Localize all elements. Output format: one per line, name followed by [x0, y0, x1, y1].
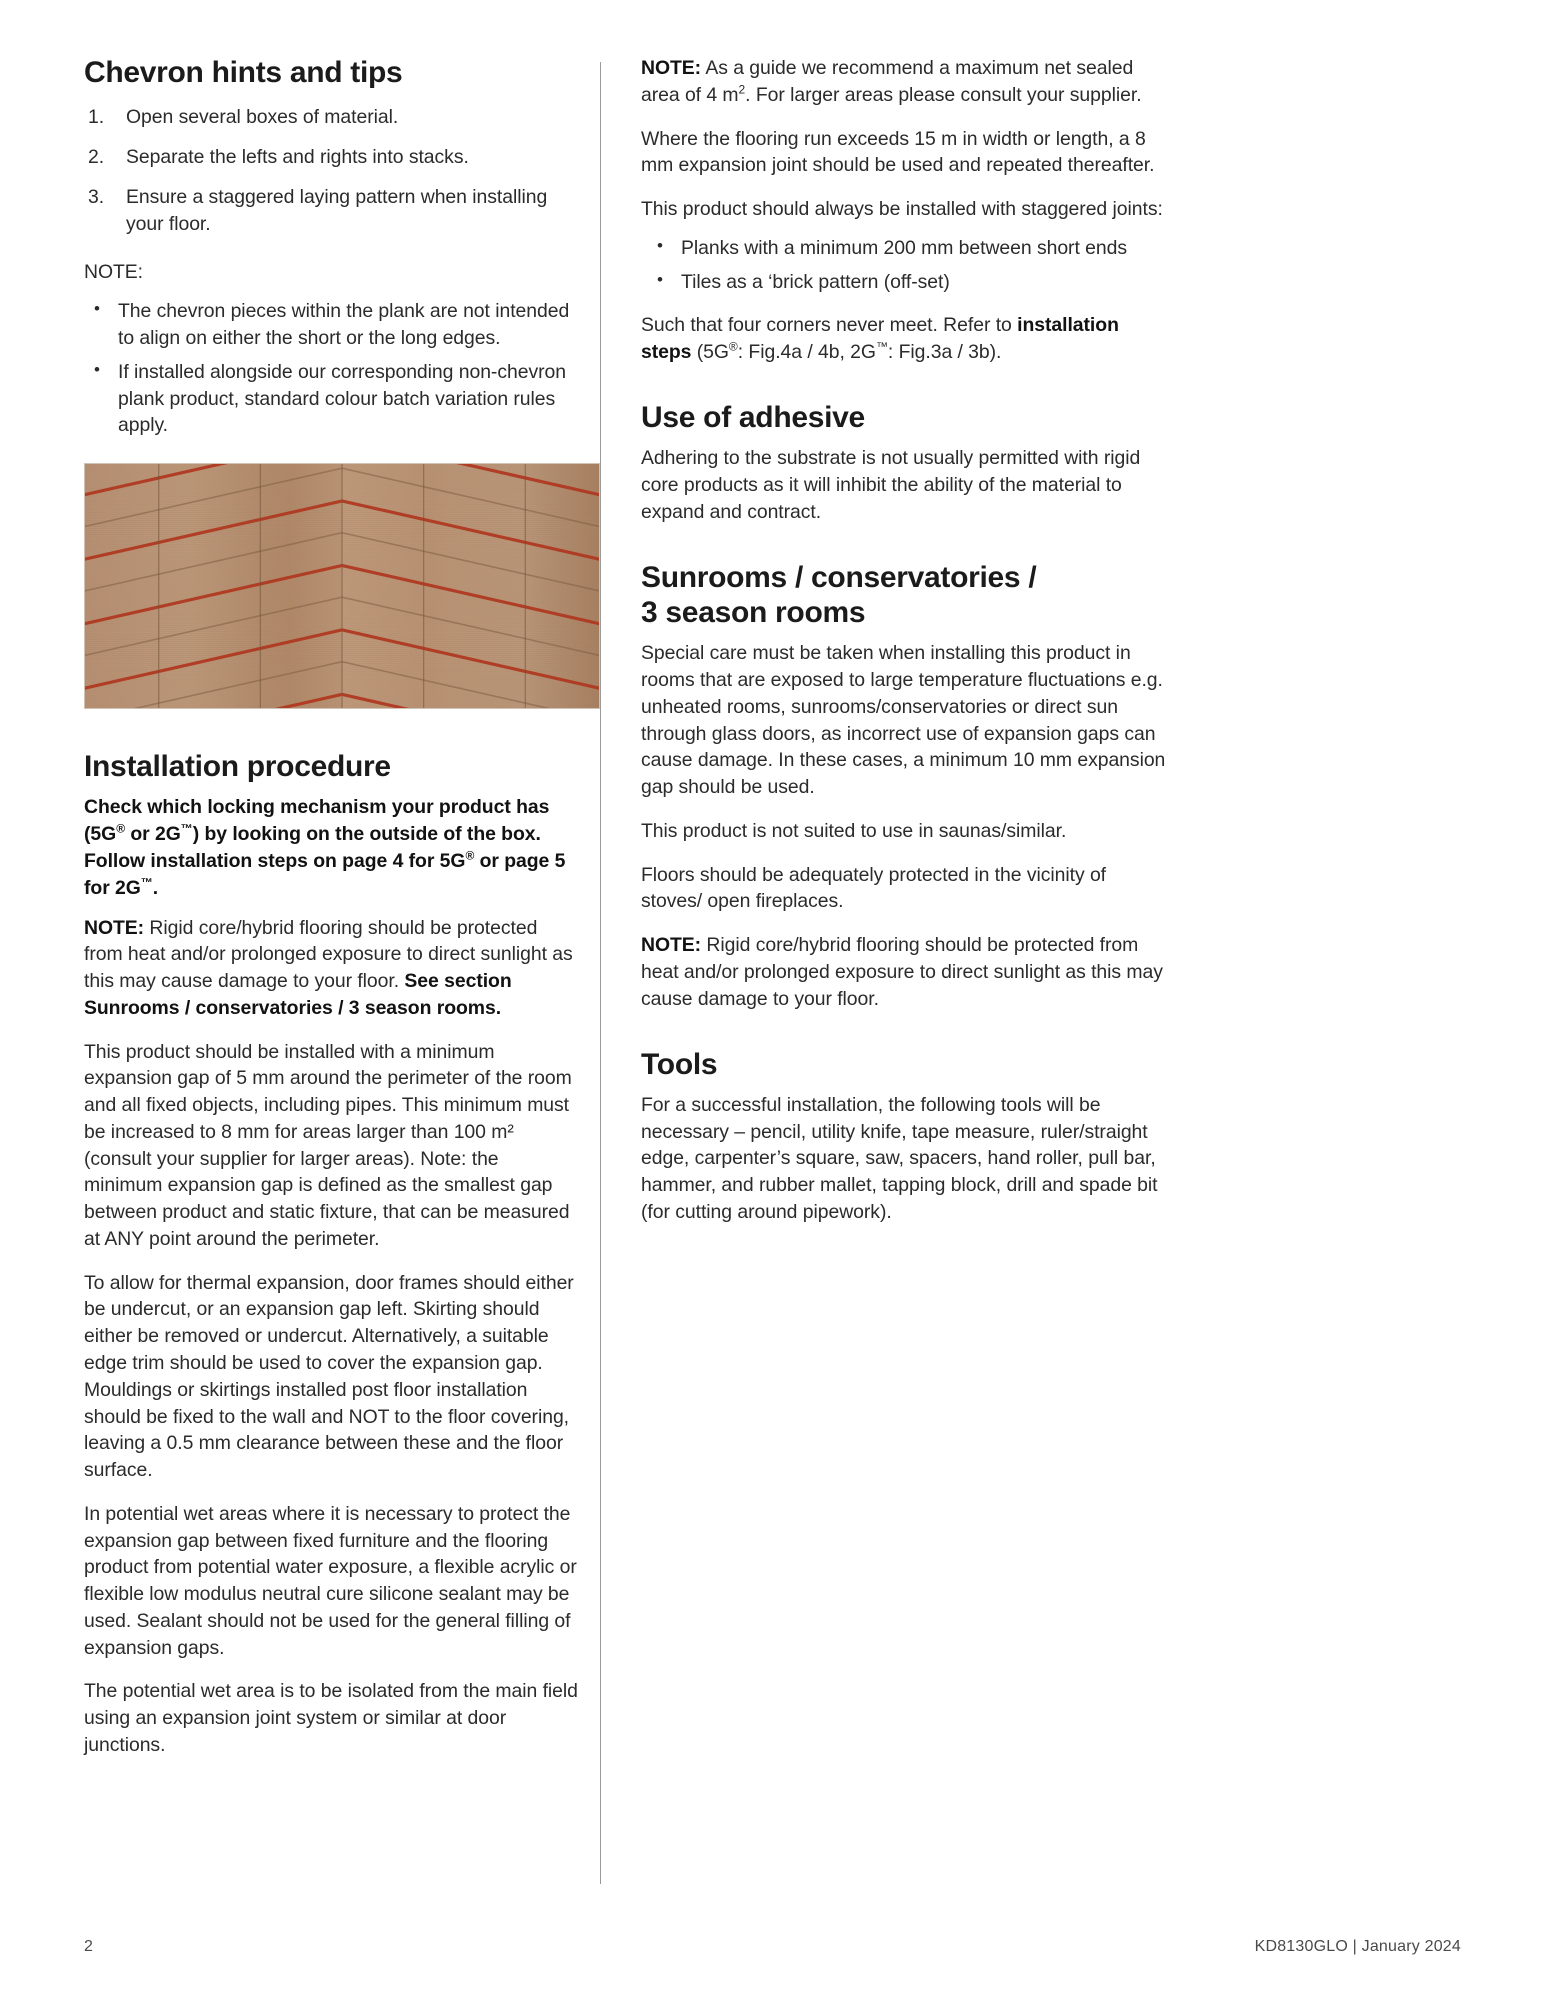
paragraph-sunrooms-care: Special care must be taken when installing this product in rooms that are exposed to large temperature fluctuations e.g. unheated rooms, sunrooms/conservatories or direct sun through glass doors, as incorrect use of expansion gaps can cause damage. In these cases, a minimum 10 mm expansion gap should be used. — [641, 642, 1166, 799]
heading-use-of-adhesive: Use of adhesive — [641, 400, 865, 434]
step-text: Ensure a staggered laying pattern when installing your floor. — [126, 185, 548, 235]
page-footer — [0, 1910, 1545, 2000]
left-column — [0, 0, 600, 1776]
note-sealed-area — [641, 55, 1171, 109]
page-number: 2 — [84, 1938, 93, 1955]
heading-sunrooms-conservatories — [641, 560, 1171, 631]
install-bold-intro — [84, 794, 578, 901]
note-bold-tail: See section Sunrooms / conservatories / 3 season rooms. — [84, 970, 512, 1019]
list-item: • Planks with a minimum 200 mm between short ends — [641, 235, 1171, 262]
paragraph-refer-installation-steps — [641, 312, 1171, 366]
note-body: Rigid core/hybrid flooring should be protected from heat and/or prolonged exposure to direct sunlight as this may cause damage to your floor. — [84, 916, 573, 993]
list-item: • Tiles as a ‘brick pattern (off-set) — [641, 269, 1171, 296]
heading-tools: Tools — [641, 1047, 718, 1081]
list-item — [84, 144, 578, 171]
paragraph-expansion-gap: This product should be installed with a minimum expansion gap of 5 mm around the perimeter of the room and all fixed objects, including pipes. This minimum must be increased to 8 mm for areas larger than 100 m² (consult your supplier for larger areas). Note: the minimum expansion gap is defined as the smallest gap between product and static fixture, that can be measured at ANY point around the perimeter. — [84, 1040, 572, 1250]
note-body-2: . For larger areas please consult your supplier. — [745, 83, 1142, 106]
registered-mark: ® — [728, 339, 738, 354]
list-item: • The chevron pieces within the plank are not intended to align on either the short or the long edges. — [84, 298, 578, 352]
chevron-note-bullets — [84, 298, 578, 439]
list-item — [84, 104, 578, 131]
paragraph-staggered-joints: This product should always be installed with staggered joints: — [641, 198, 1163, 221]
step-number: 3. — [88, 185, 105, 208]
paragraph-tools: For a successful installation, the following tools will be necessary – pencil, utility knife, tape measure, ruler/straight edge, carpenter’s square, saw, spacers, hand roller, pull bar, hammer, and rubber mallet, tapping block, drill and spade bit (for cutting around pipework). — [641, 1093, 1158, 1223]
step-number: 1. — [88, 106, 105, 129]
note-label: NOTE: — [84, 916, 145, 939]
intro-part-4: or page 5 for 2G — [84, 849, 566, 899]
intro-part-3: ) by looking on the outside of the box. Follow installation steps on page 4 for 5G — [84, 823, 541, 872]
sunrooms-heading-line-2: 3 season rooms — [641, 595, 866, 629]
staggered-joints-bullets — [641, 235, 1171, 296]
refer-part-1: Such that four corners never meet. Refer to — [641, 314, 1018, 337]
installation-steps-bold: installation steps — [641, 314, 1119, 364]
refer-part-2: (5G — [691, 341, 729, 364]
intro-part-2: or 2G — [125, 823, 181, 846]
registered-mark: ® — [465, 848, 475, 863]
step-text: Separate the lefts and rights into stacks. — [126, 146, 469, 169]
note-body-1: As a guide we recommend a maximum net sealed area of 4 m — [641, 57, 1134, 106]
paragraph-stoves-fireplaces: Floors should be adequately protected in the vicinity of stoves/ open fireplaces. — [641, 863, 1107, 913]
chevron-flooring-image — [84, 463, 600, 709]
step-text: Open several boxes of material. — [126, 106, 399, 129]
paragraph-thermal-expansion: To allow for thermal expansion, door frames should either be undercut, or an expansion gap left. Skirting should either be removed or undercut. Alternatively, a suitable edge trim should be used to cover the expansion gap. Mouldings or skirtings installed post floor installation should be fixed to the wall and NOT to the floor covering, leaving a 0.5 mm clearance between these and the floor surface. — [84, 1271, 574, 1482]
trademark-mark: ™ — [875, 339, 888, 354]
heading-installation-procedure: Installation procedure — [84, 750, 391, 784]
note-label: NOTE: — [641, 57, 702, 79]
refer-part-4: : Fig.3a / 3b). — [887, 341, 1002, 364]
note-label: NOTE: — [641, 934, 702, 957]
install-note-paragraph — [84, 915, 578, 1022]
chevron-pattern-svg — [85, 464, 599, 708]
paragraph-adhesive: Adhering to the substrate is not usually permitted with rigid core products as it will inhibit the ability of the material to expand and contract. — [641, 447, 1141, 523]
squared-mark: 2 — [738, 82, 746, 97]
step-number: 2. — [88, 146, 105, 169]
trademark-mark: ™ — [140, 875, 153, 890]
refer-part-3: : Fig.4a / 4b, 2G — [737, 341, 876, 364]
heading-chevron-hints: Chevron hints and tips — [84, 56, 403, 89]
note-sunrooms-rigid-core — [641, 932, 1171, 1012]
paragraph-saunas: This product is not suited to use in saunas/similar. — [641, 819, 1067, 842]
intro-part-5: . — [152, 876, 159, 899]
paragraph-flooring-run: Where the flooring run exceeds 15 m in width or length, a 8 mm expansion joint should be used and repeated thereafter. — [641, 127, 1155, 177]
chevron-steps-list — [84, 104, 578, 237]
list-item: • If installed alongside our corresponding non-chevron plank product, standard colour batch variation rules apply. — [84, 359, 578, 439]
trademark-mark: ™ — [180, 821, 193, 836]
note-body: Rigid core/hybrid flooring should be protected from heat and/or prolonged exposure to direct sunlight as this may cause damage to your floor. — [641, 934, 1163, 1010]
right-column — [601, 0, 1201, 1243]
list-item — [84, 184, 578, 238]
registered-mark: ® — [116, 821, 125, 836]
document-code: KD8130GLO | January 2024 — [1254, 1938, 1461, 1955]
sunrooms-heading-line-1: Sunrooms / conservatories / — [641, 560, 1037, 594]
note-label-chevron: NOTE: — [84, 261, 144, 284]
paragraph-isolated-wet-area: The potential wet area is to be isolated from the main field using an expansion joint system or similar at door junctions. — [84, 1680, 578, 1756]
intro-part-1: Check which locking mechanism your product has (5G — [84, 796, 550, 846]
paragraph-wet-areas: In potential wet areas where it is necessary to protect the expansion gap between fixed furniture and the flooring product from potential water exposure, a flexible acrylic or flexible low modulus neutral cure silicone sealant may be used. Sealant should not be used for the general filling of expansion gaps. — [84, 1502, 577, 1659]
